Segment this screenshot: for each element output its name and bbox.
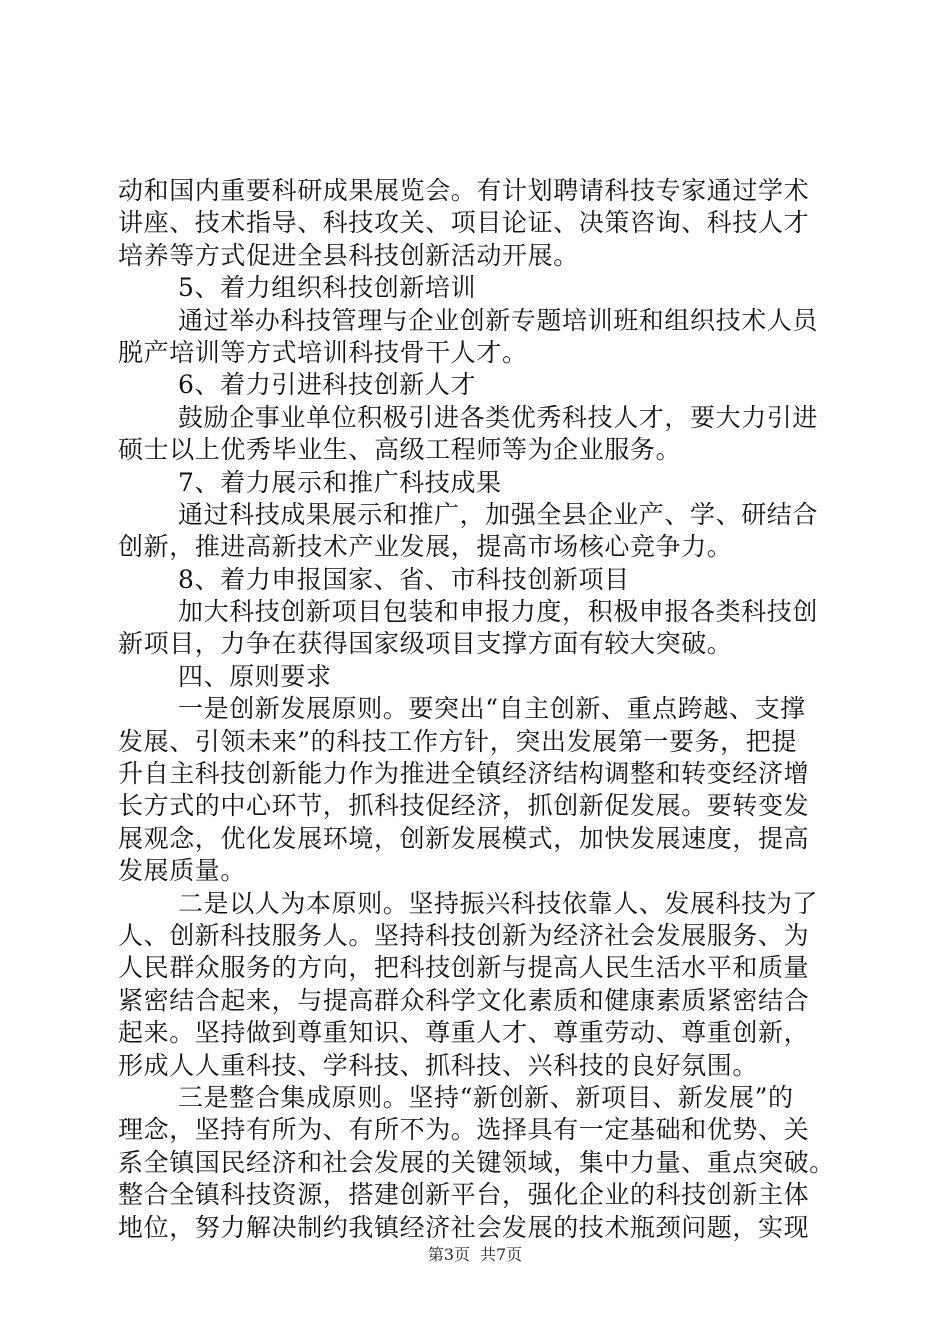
text-line: 通过举办科技管理与企业创新专题培训班和组织技术人员 <box>178 305 819 335</box>
text-line: 通过科技成果展示和推广，加强全县企业产、学、研结合 <box>178 499 819 529</box>
text-line: 7、着力展示和推广科技成果 <box>178 467 502 497</box>
text-line: 脱产培训等方式培训科技骨干人才。 <box>118 337 528 367</box>
page-number-current: 第3页 <box>427 1245 470 1264</box>
document-body <box>118 175 834 1244</box>
text-line: 展观念，优化发展环境，创新发展模式，加快发展速度，提高 <box>118 823 810 853</box>
text-line: 地位，努力解决制约我镇经济社会发展的技术瓶颈问题，实现 <box>118 1212 810 1242</box>
text-line: 讲座、技术指导、科技攻关、项目论证、决策咨询、科技人才 <box>118 208 810 238</box>
page-footer <box>0 1242 950 1265</box>
text-line: 培养等方式促进全县科技创新活动开展。 <box>118 240 579 270</box>
text-line: 人民群众服务的方向，把科技创新与提高人民生活水平和质量 <box>118 953 810 983</box>
text-line: 8、着力申报国家、省、市科技创新项目 <box>178 564 630 594</box>
text-line: 6、着力引进科技创新人才 <box>178 370 477 400</box>
text-line: 三是整合集成原则。坚持“新创新、新项目、新发展”的 <box>178 1082 794 1112</box>
text-line: 升自主科技创新能力作为推进全镇经济结构调整和转变经济增 <box>118 759 810 789</box>
text-line: 加大科技创新项目包装和申报力度，积极申报各类科技创 <box>178 597 819 627</box>
text-line: 形成人人重科技、学科技、抓科技、兴科技的良好氛围。 <box>118 1050 759 1080</box>
text-line: 理念，坚持有所为、有所不为。选择具有一定基础和优势、关 <box>118 1115 810 1145</box>
text-line: 四、原则要求 <box>178 661 332 691</box>
text-line: 系全镇国民经济和社会发展的关键领域，集中力量、重点突破。 <box>118 1147 835 1177</box>
text-line: 动和国内重要科研成果展览会。有计划聘请科技专家通过学术 <box>118 176 810 205</box>
text-line: 整合全镇科技资源，搭建创新平台，强化企业的科技创新主体 <box>118 1180 810 1210</box>
text-line: 紧密结合起来，与提高群众科学文化素质和健康素质紧密结合 <box>118 985 810 1015</box>
text-line: 硕士以上优秀毕业生、高级工程师等为企业服务。 <box>118 435 682 465</box>
text-line: 发展质量。 <box>118 856 247 886</box>
text-line: 鼓励企事业单位积极引进各类优秀科技人才，要大力引进 <box>178 402 819 432</box>
text-line: 发展、引领未来”的科技工作方针，突出发展第一要务，把提 <box>118 726 797 756</box>
text-line: 5、着力组织科技创新培训 <box>178 273 477 303</box>
page-number-total: 共7页 <box>480 1245 523 1264</box>
text-line: 起来。坚持做到尊重知识、尊重人才、尊重劳动、尊重创新， <box>118 1018 810 1048</box>
text-line: 新项目，力争在获得国家级项目支撑方面有较大突破。 <box>118 629 733 659</box>
text-line: 一是创新发展原则。要突出“自主创新、重点跨越、支撑 <box>178 694 806 724</box>
text-line: 人、创新科技服务人。坚持科技创新为经济社会发展服务、为 <box>118 920 810 950</box>
text-line: 二是以人为本原则。坚持振兴科技依靠人、发展科技为了 <box>178 888 819 918</box>
text-line: 创新，推进高新技术产业发展，提高市场核心竞争力。 <box>118 532 733 562</box>
text-line: 长方式的中心环节，抓科技促经济，抓创新促发展。要转变发 <box>118 791 810 821</box>
